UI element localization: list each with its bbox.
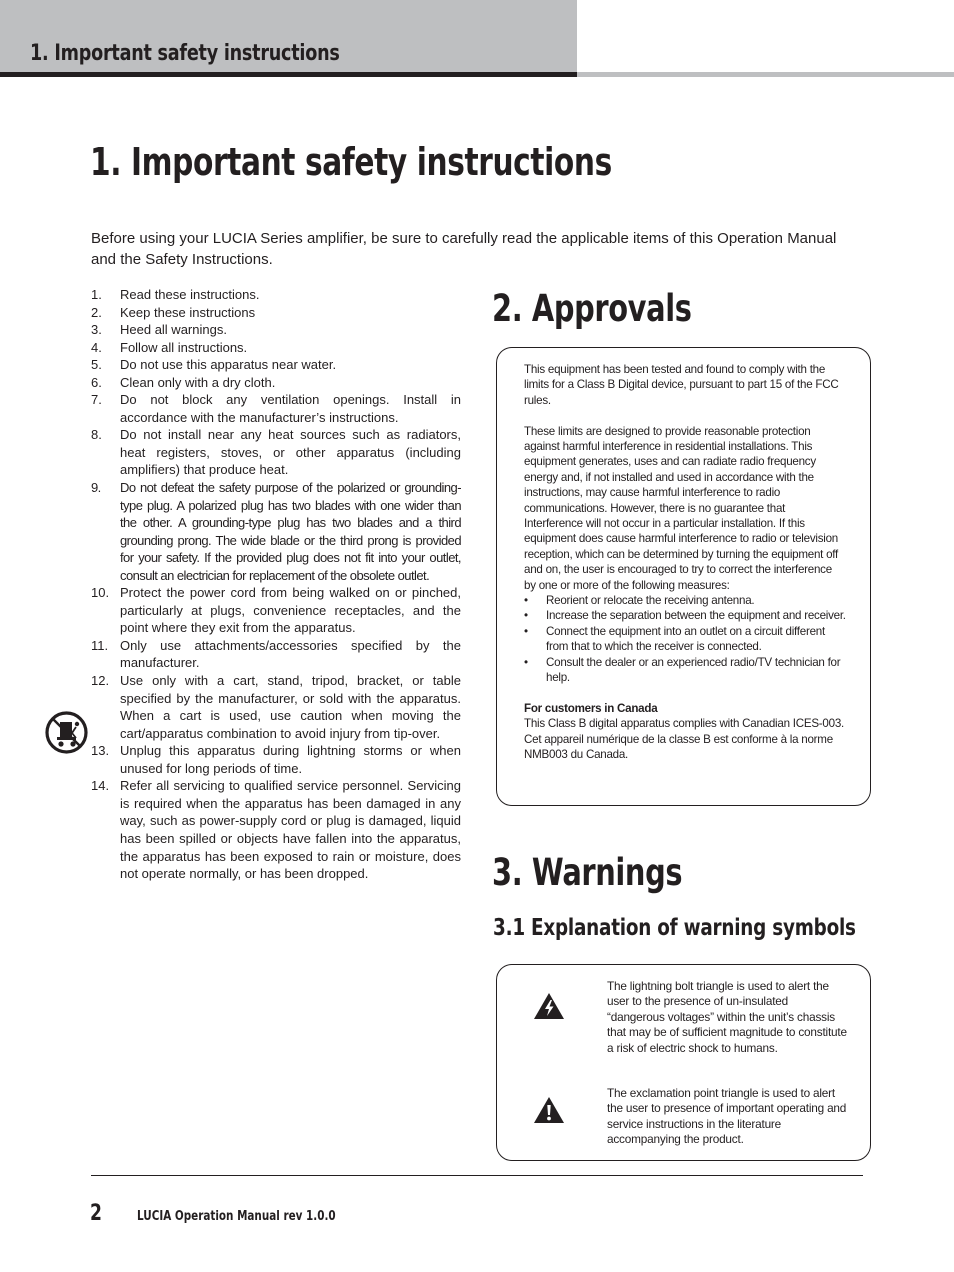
list-item [91,777,461,882]
list-item: • Consult the dealer or an experienced radio/TV technician for help. [524,655,841,685]
list-number: 5. [91,357,102,373]
header-rule-light [577,72,954,77]
list-item [91,479,461,584]
intro-paragraph: Before using your LUCIA Series amplifier, be sure to carefully read the applicable items of this Operation Manual and the Safety Instructions. [91,230,837,268]
list-item: • Increase the separation between the equipment and receiver. [524,609,846,623]
running-header-title: 1. Important safety instructions [30,41,340,66]
list-number: 10. [91,585,110,601]
measures-list [524,593,846,685]
list-text: Only use attachments/accessories specified by the manufacturer. [120,637,461,671]
list-number: 9. [91,480,101,496]
list-item [91,584,461,637]
canada-english-text: This Class B digital apparatus complies with Canadian ICES-003. [524,717,844,731]
bullet-text: Consult the dealer or an experienced radio/TV technician for help. [546,655,841,685]
canada-french-text: Cet appareil numérique de la classe B est conforme à la norme NMB003 du Canada. [524,732,833,762]
bullet-text: Reorient or relocate the receiving antenna. [546,594,755,608]
footer-manual-title: LUCIA Operation Manual rev 1.0.0 [137,1209,336,1224]
list-item [91,286,461,304]
list-text: Unplug this apparatus during lightning storms or when unused for long periods of time. [120,743,461,776]
list-number: 3. [91,322,102,338]
footer-rule [91,1175,863,1176]
list-item [91,742,461,777]
page-number: 2 [90,1201,102,1226]
approvals-title: 2. Approvals [492,287,692,330]
exclamation-triangle-icon [533,1096,565,1124]
list-item [91,356,461,374]
lightning-symbol-description: The lightning bolt triangle is used to alert the user to the presence of un-insulated “dangerous voltages” within the unit’s chassis that may be of sufficient magnitude to constitute a risk of electric shock to humans. [607,979,847,1055]
list-text: Clean only with a dry cloth. [120,374,276,390]
list-item [91,637,461,672]
bullet-text: Connect the equipment into an outlet on a circuit different from that to which the receiver is connected. [546,624,825,654]
list-text: Refer all servicing to qualified service personnel. Servicing is required when the apparatus has been damaged in any way, such as power-supply cord or plug is damaged, liquid has been spilled or objects have fallen into the apparatus, the apparatus has been exposed to rain or moisture, does not operate normally, or has been dropped. [120,778,461,882]
list-text: Read these instructions. [120,287,260,302]
cart-tip-over-warning-icon [45,711,88,754]
lightning-bolt-triangle-icon [533,992,565,1020]
exclamation-symbol-description: The exclamation point triangle is used to alert the user to presence of important operating and service instructions in the literature accompanying the product. [607,1086,847,1147]
list-text: Do not use this apparatus near water. [120,357,337,373]
list-text: Use only with a cart, stand, tripod, bracket, or table specified by the manufacturer, or sold with the apparatus. When a cart is used, use caution when moving the cart/apparatus combination to avoid injury from tip-over. [120,673,461,741]
approvals-text [524,362,846,763]
list-text: Protect the power cord from being walked on or pinched, particularly at plugs, convenience receptacles, and the point where they exit from the apparatus. [120,585,461,636]
list-text: Follow all instructions. [120,339,248,355]
list-item: • Reorient or relocate the receiving antenna. [524,594,755,608]
list-item [91,672,461,742]
list-text: Heed all warnings. [120,322,227,338]
page-title: 1. Important safety instructions [90,140,612,184]
list-item [91,391,461,426]
list-number: 4. [91,339,102,355]
list-text: Do not defeat the safety purpose of the polarized or grounding-type plug. A polarized plug has two blades with one wider than the other. A grounding-type plug has two blades and a third grounding prong. The wide blade or the third prong is provided for your safety. If the provided plug does not fit into your outlet, consult an electrician for replacement of the obsolete outlet. [120,480,461,583]
list-item: • Connect the equipment into an outlet on a circuit different from that to which the receiver is connected. [524,624,825,654]
list-text: Do not block any ventilation openings. Install in accordance with the manufacturer’s instructions. [120,392,461,425]
fcc-compliance-paragraph: This equipment has been tested and found to comply with the limits for a Class B Digital device, pursuant to part 15 of the FCC rules. [524,363,839,407]
canada-heading: For customers in Canada [524,701,658,715]
list-number: 12. [91,673,110,689]
list-number: 8. [91,427,102,443]
list-number: 11. [91,637,109,653]
header-rule-dark [0,72,577,77]
list-number: 14. [91,778,110,794]
list-text: Do not install near any heat sources such as radiators, heat registers, stoves, or other apparatus (including amplifiers) that produce heat. [120,427,461,478]
list-number: 6. [91,374,102,390]
list-text: Keep these instructions [120,304,256,320]
list-number: 1. [91,287,102,302]
warnings-title: 3. Warnings [492,851,683,894]
list-number: 7. [91,392,102,408]
warning-symbols-subtitle: 3.1 Explanation of warning symbols [493,915,856,941]
list-item [91,426,461,479]
safety-instruction-list [91,286,461,883]
list-item [91,339,461,357]
list-number: 13. [91,743,110,759]
list-item [91,304,461,322]
list-item [91,321,461,339]
bullet-text: Increase the separation between the equipment and receiver. [546,609,846,623]
list-item [91,374,461,392]
list-number: 2. [91,304,102,320]
interference-paragraph: These limits are designed to provide reasonable protection against harmful interference in residential installations. This equipment generates, uses and can radiate radio frequency energy and, if not installed and used in accordance with the instructions, may cause harmful interference to radio communications. However, there is no guarantee that Interference will not occur in a particular installation. If this equipment does cause harmful interference to radio or television reception, which can be determined by turning the equipment off and on, the user is encouraged to try to correct the interference by one or more of the following measures: [524,424,839,592]
